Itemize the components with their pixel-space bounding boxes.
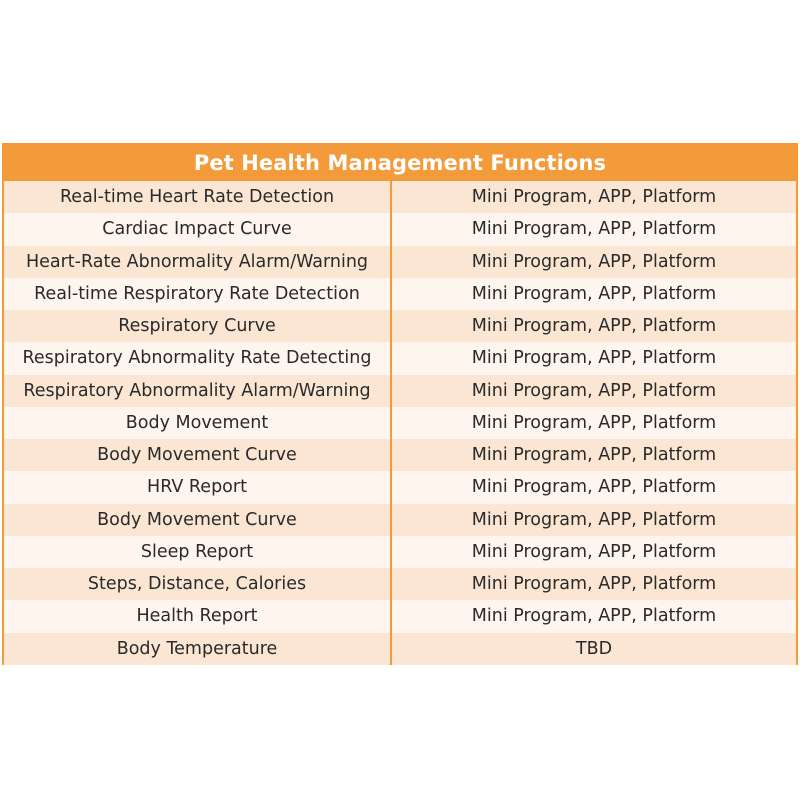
availability-cell: Mini Program, APP, Platform	[471, 219, 717, 240]
function-cell: Body Movement Curve	[4, 439, 392, 471]
availability-cell: Mini Program, APP, Platform	[471, 316, 717, 337]
availability-cell: Mini Program, APP, Platform	[471, 283, 717, 304]
table-row	[4, 504, 796, 536]
table-row	[4, 213, 796, 245]
availability-cell: Mini Program, APP, Platform	[471, 251, 717, 272]
table-row	[4, 407, 796, 439]
table-row	[4, 439, 796, 471]
availability-cell: Mini Program, APP, Platform	[471, 541, 717, 562]
availability-cell: Mini Program, APP, Platform	[471, 574, 717, 595]
table-row	[4, 310, 796, 342]
table-row	[4, 633, 796, 665]
availability-cell: Mini Program, APP, Platform	[471, 412, 717, 433]
function-cell: Body Movement	[4, 407, 392, 439]
functions-table	[2, 143, 798, 665]
availability-cell: Mini Program, APP, Platform	[471, 509, 717, 530]
availability-cell: TBD	[575, 638, 613, 659]
function-cell: Body Temperature	[4, 633, 392, 665]
availability-cell: Mini Program, APP, Platform	[471, 380, 717, 401]
function-cell: Body Movement Curve	[4, 504, 392, 536]
table-row	[4, 471, 796, 503]
function-cell: Real-time Respiratory Rate Detection	[4, 278, 392, 310]
availability-cell: Mini Program, APP, Platform	[471, 348, 717, 369]
availability-cell: Mini Program, APP, Platform	[471, 606, 717, 627]
function-cell: Respiratory Abnormality Alarm/Warning	[4, 375, 392, 407]
table-title: Pet Health Management Functions	[4, 145, 796, 181]
function-cell: Real-time Heart Rate Detection	[4, 181, 392, 213]
table-row	[4, 375, 796, 407]
availability-cell: Mini Program, APP, Platform	[471, 187, 717, 207]
availability-cell: Mini Program, APP, Platform	[471, 477, 717, 498]
function-cell: Respiratory Curve	[4, 310, 392, 342]
availability-cell: Mini Program, APP, Platform	[471, 445, 717, 466]
function-cell: Cardiac Impact Curve	[4, 213, 392, 245]
function-cell: Steps, Distance, Calories	[4, 568, 392, 600]
function-cell: Sleep Report	[4, 536, 392, 568]
table-body	[4, 181, 796, 665]
table-row	[4, 246, 796, 278]
table-row	[4, 600, 796, 632]
function-cell: HRV Report	[4, 471, 392, 503]
table-row	[4, 278, 796, 310]
function-cell: Respiratory Abnormality Rate Detecting	[4, 342, 392, 374]
table-row	[4, 568, 796, 600]
table-row	[4, 342, 796, 374]
table-row	[4, 181, 796, 213]
function-cell: Health Report	[4, 600, 392, 632]
table-row	[4, 536, 796, 568]
function-cell: Heart-Rate Abnormality Alarm/Warning	[4, 246, 392, 278]
